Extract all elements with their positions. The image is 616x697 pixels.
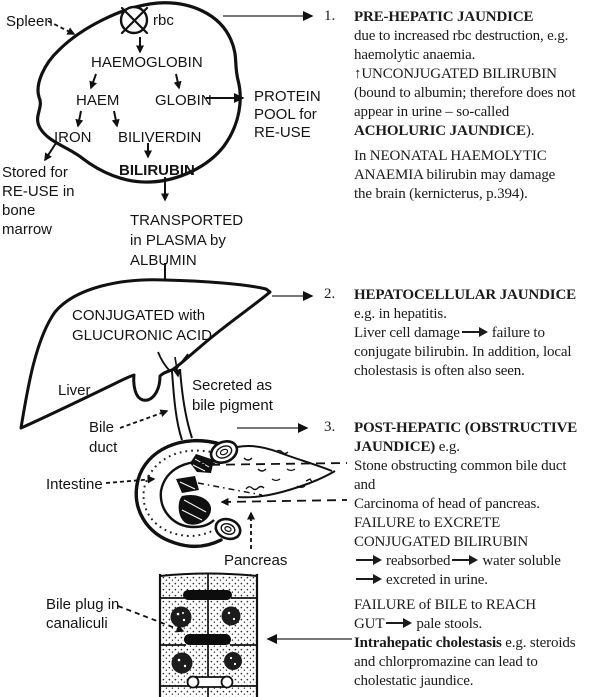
right-arrow-glyph <box>386 618 412 628</box>
bile-plug-2 <box>184 634 231 645</box>
right-arrow-glyph <box>462 327 488 337</box>
pancreas-label: Pancreas <box>224 552 288 569</box>
stored-bone-marrow-label: Stored for RE-USE in bone marrow <box>2 164 75 238</box>
bile-plug-label: Bile plug in canaliculi <box>46 596 120 632</box>
note-2-para-1: HEPATOCELLULAR JAUNDICE e.g. in hepatitis. Liver cell damage failure to conjugate bilirubin. In addition, local cholestasis is often also seen. <box>354 287 576 379</box>
liver-label: Liver <box>58 382 91 399</box>
iron-label: IRON <box>54 129 92 146</box>
note-1-para-1: PRE-HEPATIC JAUNDICE due to increased rbc destruction, e.g. haemolytic anaemia. ↑UNCONJUGATED BILIRUBIN (bound to albumin; therefore does not appear in urine – so-called ACHOLURIC JAUNDICE). <box>354 9 576 139</box>
pancreas-shape <box>226 446 335 497</box>
note-3-number: 3. <box>324 419 336 435</box>
biliverdin-label: BILIVERDIN <box>118 129 202 146</box>
note-1-para-2: In NEONATAL HAEMOLYTIC ANAEMIA bilirubin may damage the brain (kernicterus, p.394). <box>354 148 556 202</box>
note-1-number: 1. <box>324 8 336 24</box>
bilirubin-label: BILIRUBIN <box>119 162 195 179</box>
rbc-icon <box>121 7 147 33</box>
transported-label: TRANSPORTED in PLASMA by ALBUMIN <box>130 212 244 269</box>
conjugated-label: CONJUGATED with GLUCURONIC ACID <box>72 307 213 344</box>
open-canaliculus <box>188 677 233 688</box>
note-3-para-2: FAILURE of BILE to REACH GUT pale stools. Intrahepatic cholestasis e.g. steroids and chlorpromazine can lead to cholestatic jaundice. <box>354 597 576 689</box>
spleen-label: Spleen <box>6 13 53 30</box>
right-arrow-glyph <box>356 574 382 584</box>
intestine-shape <box>136 437 262 546</box>
bile-plug-1 <box>183 590 232 600</box>
secreted-label: Secreted as bile pigment <box>192 377 273 414</box>
haemoglobin-label: HAEMOGLOBIN <box>91 54 203 71</box>
note-2-number: 2. <box>324 286 336 302</box>
intestine-label: Intestine <box>46 476 103 493</box>
bile-duct-pointer-arrow <box>120 411 167 428</box>
right-arrow-glyph <box>452 555 478 565</box>
protein-pool-label: PROTEIN POOL for RE-USE <box>254 88 321 141</box>
bile-duct-shape <box>172 369 192 440</box>
globin-label: GLOBIN <box>155 92 212 109</box>
note-3-para-1: POST-HEPATIC (OBSTRUCTIVE JAUNDICE) e.g. Stone obstructing common bile duct and Carcinoma of head of pancreas. FAILURE to EXCRETE CONJUGATED BILIRUBIN reabsorbed water soluble excreted in urine. <box>354 420 578 588</box>
right-arrow-glyph <box>356 555 382 565</box>
rbc-label: rbc <box>153 12 174 29</box>
canaliculi-cells <box>118 574 257 697</box>
haem-label: HAEM <box>76 92 120 109</box>
bile-duct-label: Bile duct <box>89 419 118 456</box>
